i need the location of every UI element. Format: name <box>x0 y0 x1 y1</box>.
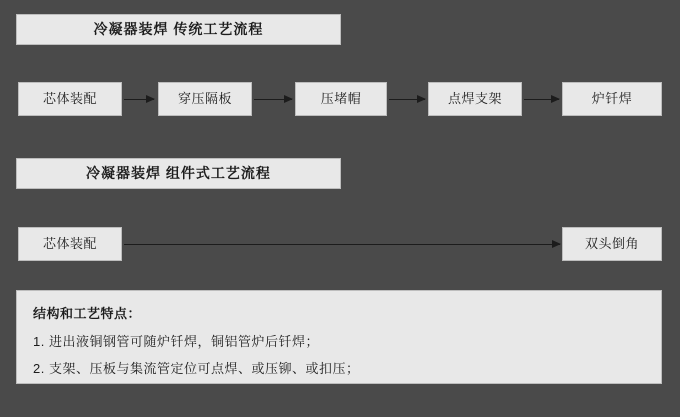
notes-panel <box>16 290 662 384</box>
notes-line: 1. 进出液铜钢管可随炉钎焊，铜铝管炉后钎焊； <box>33 334 319 349</box>
process-step-box: 点焊支架 <box>428 82 522 116</box>
section-title-traditional: 冷凝器装焊 传统工艺流程 <box>16 14 341 45</box>
process-step-box: 双头倒角 <box>562 227 662 261</box>
flow-arrow <box>254 99 292 100</box>
notes-title: 结构和工艺特点： <box>33 306 142 321</box>
process-step-box: 芯体装配 <box>18 82 122 116</box>
flow-arrow-long <box>124 244 560 245</box>
process-step-box: 芯体装配 <box>18 227 122 261</box>
flow-arrow <box>124 99 154 100</box>
process-step-box: 压堵帽 <box>295 82 387 116</box>
notes-line: 2. 支架、压板与集流管定位可点焊、或压铆、或扣压； <box>33 361 360 376</box>
section-title-modular: 冷凝器装焊 组件式工艺流程 <box>16 158 341 189</box>
flow-arrow <box>524 99 559 100</box>
flow-arrow <box>389 99 425 100</box>
process-step-box: 炉钎焊 <box>562 82 662 116</box>
process-step-box: 穿压隔板 <box>158 82 252 116</box>
